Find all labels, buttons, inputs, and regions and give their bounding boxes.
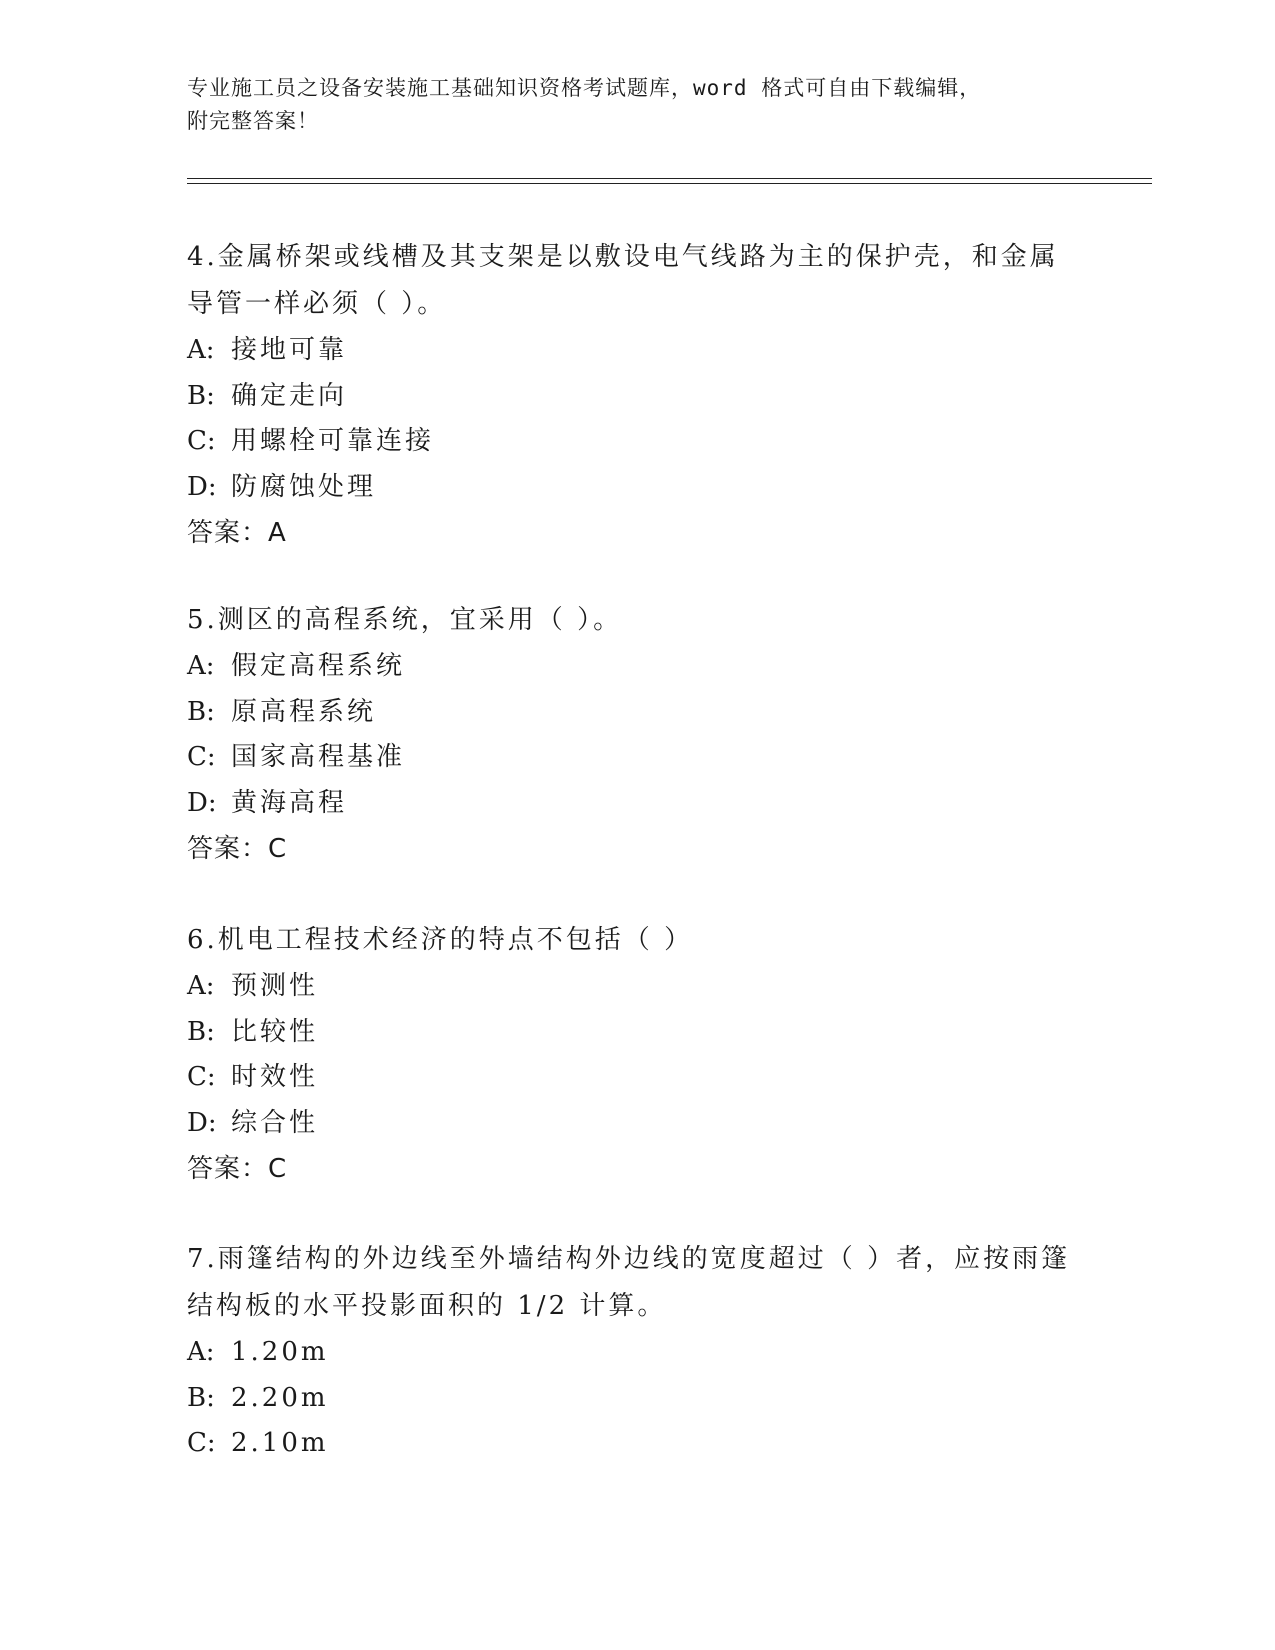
option-text: 防腐蚀处理 [231, 471, 377, 502]
option-text: 比较性 [231, 1016, 319, 1047]
option-d [187, 465, 1087, 511]
header-divider-top [187, 178, 1152, 179]
header-line-2: 附完整答案！ [187, 109, 319, 133]
answer-line: 答案：C [187, 834, 288, 864]
option-letter: A: [187, 335, 215, 365]
question-7 [187, 1236, 1087, 1467]
option-c [187, 735, 1087, 781]
option-text: 2.10m [231, 1428, 329, 1458]
question-stem-line: 7.雨篷结构的外边线至外墙结构外边线的宽度超过（ ）者，应按雨篷 [187, 1244, 1071, 1274]
option-b [187, 1376, 1087, 1422]
option-letter: A: [187, 1337, 215, 1367]
option-text: 假定高程系统 [231, 651, 406, 681]
option-d [187, 781, 1087, 827]
option-text: 2.20m [231, 1382, 329, 1413]
answer-line: 答案：C [187, 1154, 288, 1184]
header-divider-bottom [187, 183, 1152, 184]
answer-line: 答案：A [187, 518, 287, 548]
option-letter: D: [187, 787, 217, 818]
option-a [187, 1330, 1087, 1376]
question-stem-line: 6.机电工程技术经济的特点不包括（ ） [187, 925, 694, 955]
question-stem-line: 5.测区的高程系统，宜采用（ ）。 [187, 605, 623, 635]
option-text: 黄海高程 [231, 787, 348, 818]
option-letter: C: [187, 426, 216, 456]
option-letter: A: [187, 651, 215, 681]
option-a [187, 328, 1087, 374]
question-5 [187, 597, 1087, 872]
option-text: 综合性 [231, 1107, 319, 1138]
question-stem-line: 结构板的水平投影面积的 1/2 计算。 [187, 1291, 667, 1321]
option-letter: D: [187, 471, 217, 502]
option-text: 原高程系统 [231, 696, 377, 727]
option-c [187, 1055, 1087, 1101]
option-text: 用螺栓可靠连接 [231, 426, 435, 456]
option-letter: B: [187, 380, 215, 411]
option-text: 1.20m [231, 1337, 329, 1367]
option-a [187, 964, 1087, 1010]
option-text: 预测性 [231, 971, 319, 1001]
option-b [187, 374, 1087, 420]
option-text: 时效性 [231, 1062, 319, 1092]
option-letter: A: [187, 971, 215, 1001]
option-b [187, 1010, 1087, 1056]
header-line-1: 专业施工员之设备安装施工基础知识资格考试题库，word 格式可自由下载编辑， [187, 76, 982, 100]
option-text: 接地可靠 [231, 335, 348, 365]
option-letter: B: [187, 696, 215, 727]
question-stem-line: 4.金属桥架或线槽及其支架是以敷设电气线路为主的保护壳，和金属 [187, 242, 1059, 272]
option-text: 国家高程基准 [231, 742, 406, 772]
option-c [187, 419, 1087, 465]
option-letter: B: [187, 1016, 215, 1047]
option-letter: C: [187, 1428, 216, 1458]
option-letter: C: [187, 742, 216, 772]
option-d [187, 1101, 1087, 1147]
option-a [187, 644, 1087, 690]
option-letter: C: [187, 1062, 216, 1092]
option-letter: B: [187, 1382, 215, 1413]
option-text: 确定走向 [231, 380, 348, 411]
document-header [187, 72, 1087, 138]
question-6 [187, 917, 1087, 1192]
option-c [187, 1421, 1087, 1467]
option-letter: D: [187, 1107, 217, 1138]
question-stem-line: 导管一样必须（ ）。 [187, 289, 447, 319]
question-4 [187, 234, 1087, 556]
option-b [187, 690, 1087, 736]
